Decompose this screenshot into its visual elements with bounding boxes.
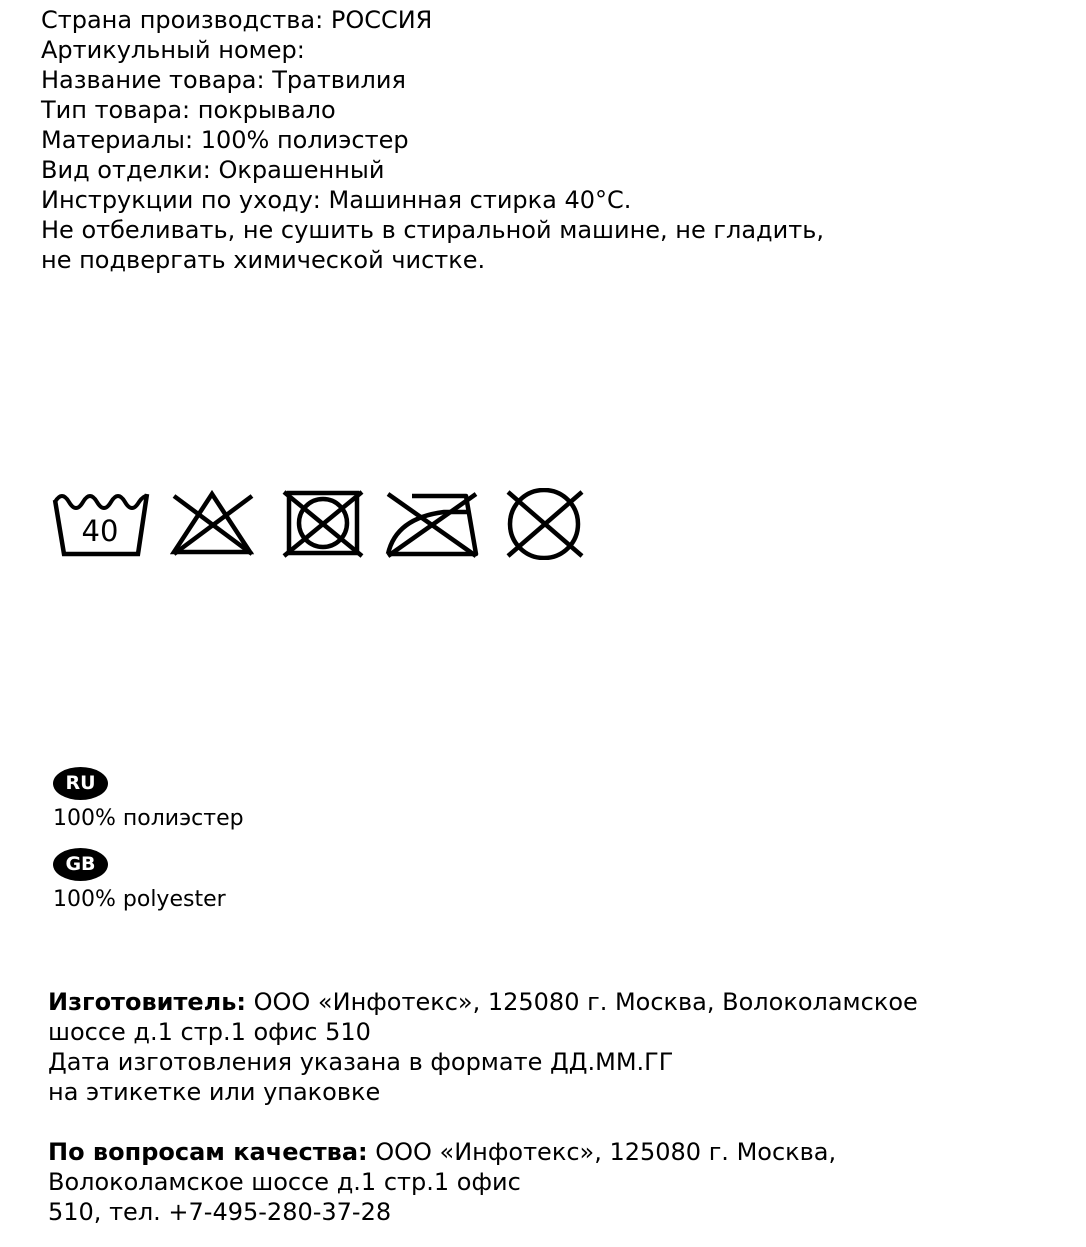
quality-address: ООО «Инфотекс», 125080 г. Москва, xyxy=(367,1138,837,1166)
quality-phone: 510, тел. +7-495-280-37-28 xyxy=(48,1198,392,1226)
manufacturer-address: ООО «Инфотекс», 125080 г. Москва, Волоколамское xyxy=(246,988,918,1016)
manufacturer-label: Изготовитель: xyxy=(48,988,246,1016)
do-not-dry-clean-icon xyxy=(500,488,590,560)
production-date-note: Дата изготовления указана в формате ДД.ММ.ГГ xyxy=(48,1048,674,1076)
composition-text-ru: 100% полиэстер xyxy=(53,806,244,831)
do-not-tumble-dry-icon xyxy=(280,488,366,560)
do-not-bleach-icon xyxy=(170,488,256,560)
product-info xyxy=(41,5,824,275)
wash-temperature-label: 40 xyxy=(81,514,119,548)
wash-40-icon xyxy=(52,488,150,560)
quality-address-cont: Волоколамское шоссе д.1 стр.1 офис xyxy=(48,1168,521,1196)
language-badge-gb: GB xyxy=(53,848,108,881)
manufacturer-address-line xyxy=(48,987,918,1017)
care-instructions-cont-2: не подвергать химической чистке. xyxy=(41,246,486,274)
composition-ru xyxy=(53,767,244,832)
materials: Материалы: 100% полиэстер xyxy=(41,126,409,154)
care-instructions-cont-1: Не отбеливать, не сушить в стиральной машине, не гладить, xyxy=(41,216,824,244)
country-of-origin: Страна производства: РОССИЯ xyxy=(41,6,433,34)
finish-type: Вид отделки: Окрашенный xyxy=(41,156,385,184)
quality-contact xyxy=(48,1137,836,1227)
quality-address-line xyxy=(48,1137,836,1167)
language-badge-ru: RU xyxy=(53,767,108,800)
article-number: Артикульный номер: xyxy=(41,36,305,64)
production-date-location: на этикетке или упаковке xyxy=(48,1078,381,1106)
product-type: Тип товара: покрывало xyxy=(41,96,336,124)
composition-gb xyxy=(53,848,226,913)
manufacturer-info xyxy=(48,987,918,1107)
manufacturer-address-cont: шоссе д.1 стр.1 офис 510 xyxy=(48,1018,371,1046)
quality-label: По вопросам качества: xyxy=(48,1138,368,1166)
product-name: Название товара: Тратвилия xyxy=(41,66,406,94)
composition-text-gb: 100% polyester xyxy=(53,887,226,912)
care-instructions: Инструкции по уходу: Машинная стирка 40°C. xyxy=(41,186,632,214)
do-not-iron-icon xyxy=(384,488,480,560)
